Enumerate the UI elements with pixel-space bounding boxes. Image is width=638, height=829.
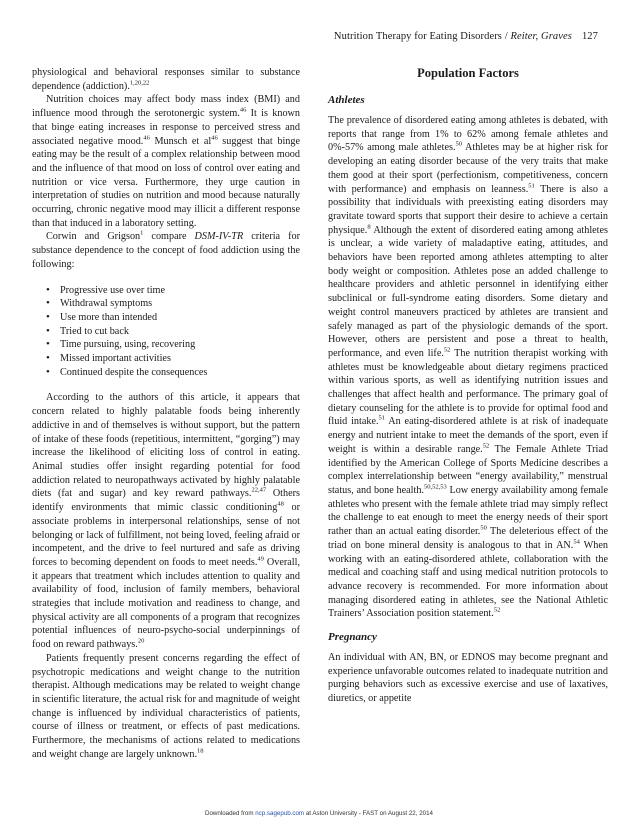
list-item: • Tried to cut back	[60, 325, 300, 339]
page-number: 127	[581, 31, 598, 42]
paragraph-medications: Patients frequently present concerns regarding the effect of psychotropic medications and weight change to the nutrition therapist. Although medications may be related to weight change in scientific literature, the actual risk for and magnitude of weight change is influenced by individual characteristics of patients, course of illness or treatment, or effects of past medications. Furthermore, the mechanisms of actions related to medications and weight change are largely unknown.$^{18}$	[32, 652, 300, 760]
running-title: Nutrition Therapy for Eating Disorders /	[333, 31, 511, 42]
paragraph-addiction: physiological and behavioral responses similar to substance dependence (addiction).$^{1,20,22}$	[32, 67, 300, 92]
subsection-title-athletes: Athletes	[328, 94, 365, 106]
criteria-list	[32, 284, 300, 380]
paragraph-mood: Nutrition choices may affect body mass index (BMI) and influence mood through the serotonergic system.$^{46}$ It is known that binge eating increases in response to perceived stress and associated negative mood.$^{46}$ Munsch et $al^{46}$ suggest that binge eating may be the result of a complex relationship between mood and the influence of that mood on loss of control over eating and nutrition or vice versa. Furthermore, they urge caution in interpretation of studies on nutrition and mood because naturally occurring, chronic negative mood may illicit a different response than that induced in a laboratory setting.	[32, 94, 300, 229]
running-head	[334, 31, 598, 42]
right-column	[328, 66, 608, 706]
paragraph-pregnancy: An individual with AN, BN, or EDNOS may become pregnant and experience unfavorable outcomes related to inadequate nutrition and purging behaviors such as excessive exercise and use of laxatives, diuretics, or appetite	[328, 652, 608, 705]
paragraph-athletes: The prevalence of disordered eating among athletes is debated, with reports that range from 1% to 62% among female athletes and 0%-57% among male athletes.$^{50}$ Athletes may be at higher risk for developing an eating disorder because of the very traits that make them good at their sport (perfectionism, competitiveness, concern with performance) and emphasis on leanness.$^{51}$ There is also a possibility that individuals with preexisting eating disorders may gravitate toward sports that support their desire to achieve a certain physique.$^8$ Although the extent of disordered eating among athletes is unclear, a wide variety of maladaptive eating, attitudes, and behaviors have been reported among athletes attempting to alter body weight or composition. Athletes pose an added challenge to healthcare providers and athletic personnel in identifying either subclinical or full-syndrome eating disorders. Some dietary and weight control maneuvers practiced by athletes are transient and safely managed as part of the physiologic demands of the sport. However, others are persistent and pose a threat to health, performance, and even life.$^{52}$ The nutrition therapist working with athletes must be knowledgeable about dietary regimens practiced within various sports, as well as identifying nutrition issues and challenges that affect health and performance. The primary goal of dietary counseling for the athlete is to provide for optimal food and fluid intake.$^{51}$ An eating-disordered athlete is at risk of inadequate energy and nutrient intake to meet the demands of the sport, even if weight is within a desirable range.$^{52}$ The Female Athlete Triad identified by the American College of Sports Medicine describes a complex interrelationship between “energy availability,” menstrual status, and bone health.$^{50,52,53}$ Low energy availability among female athletes who present with the female athlete triad may simply reflect the challenge to eat enough to meet the energy needs of their sport rather than an actual eating disorder.$^{50}$ The deleterious effect of the triad on bone mineral density is analogous to that in AN.$^{54}$ When working with an eating-disordered athlete, collaboration with the medical and coaching staff and using medical nutrition protocols to advance recovery is recommended. For more information about managing disordered eating in athletes, see the National Athletic Trainers’ Association position statement.$^{52}$	[328, 115, 608, 620]
paragraph-food-addiction: According to the authors of this article, it appears that concern related to highly palatable foods being inherently addictive in and of themselves is without support, but the pattern of intake of these foods (repetitious, intermittent, “gorging”) may increase the likelihood of eliciting loss of control in eating. Animal studies offer insight regarding potential for food addiction related to neuropathways activated by highly palatable diets (fat and sugar) and key reward pathways.$^{22,47}$ Others identify environments that mimic classic conditioning$^{48}$ or associate problems in interpersonal relationships, sense of not belonging or lack of fulfillment, not being loved, feeling afraid or incompetent, and the drive to feel nurtured and safe as driving forces to becoming dependent on foods to meet needs.$^{49}$ Overall, it appears that treatment which includes attention to quality and availability of food, inclusion of family members, behavioral strategies that include motivation and readiness to change, and physical activity are all components of a program that recognizes potential influences of neuro-psycho-social underpinnings of food on reward pathways.$^{20}$	[32, 392, 300, 651]
list-item: • Missed important activities	[60, 352, 300, 366]
list-item: • Progressive use over time	[60, 284, 300, 298]
footer-link[interactable]: ncp.sagepub.com	[255, 810, 305, 817]
list-item: • Time pursuing, using, recovering	[60, 338, 300, 352]
list-item: • Withdrawal symptoms	[60, 297, 300, 311]
section-title: Population Factors	[417, 66, 519, 80]
list-item: • Continued despite the consequences	[60, 366, 300, 380]
left-column	[32, 66, 300, 761]
subsection-title-pregnancy: Pregnancy	[328, 631, 377, 644]
running-authors: Reiter, Graves	[510, 31, 572, 42]
list-item: • Use more than intended	[60, 311, 300, 325]
download-footer: Downloaded from ncp.sagepub.com at Aston University - FAST on August 22, 2014	[205, 810, 433, 817]
paragraph-criteria-intro: Corwin and Grigson$^1$ compare DSM-IV-TR criteria for substance dependence to the concept of food addiction using the following:	[32, 230, 300, 270]
